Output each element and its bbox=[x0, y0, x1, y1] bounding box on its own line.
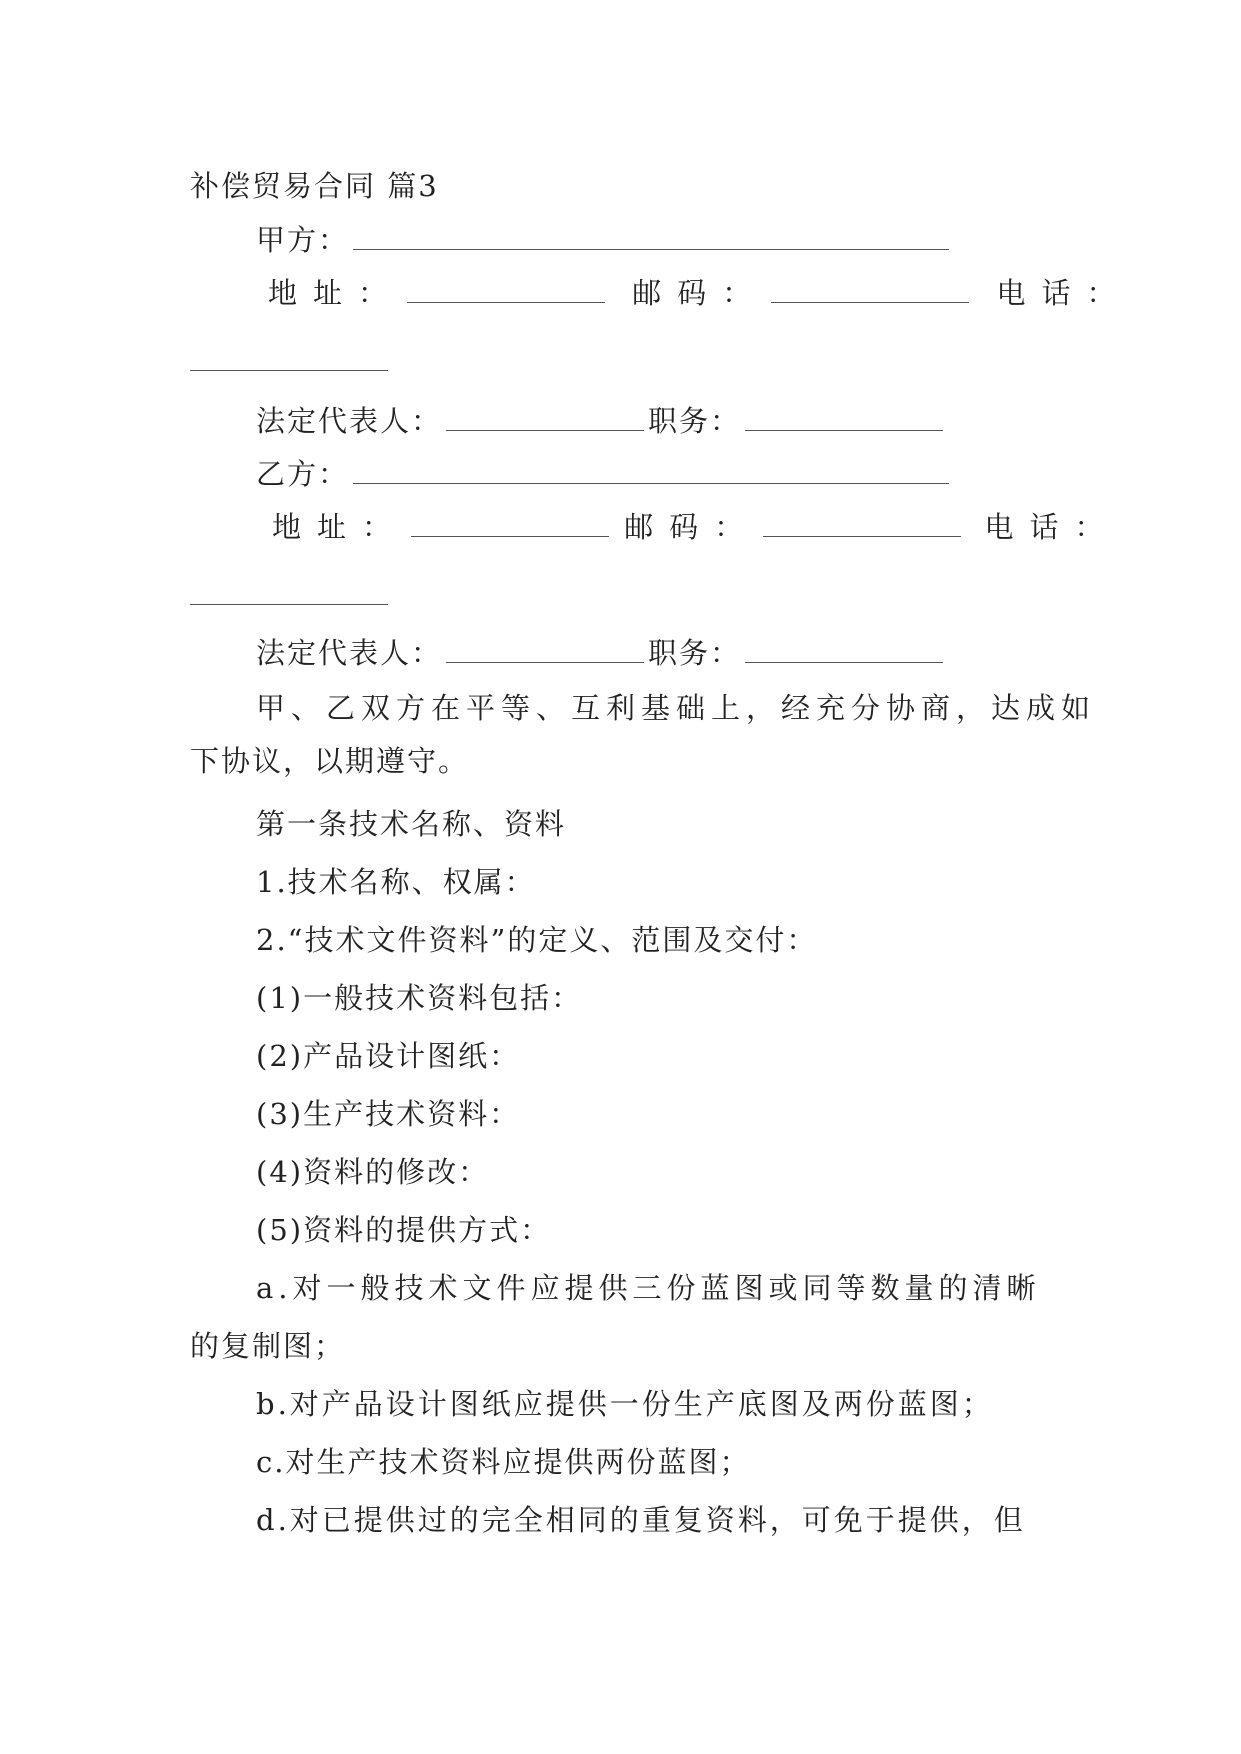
party-b-contact-line bbox=[272, 509, 1119, 545]
article1-sub-3: (3)生产技术资料： bbox=[256, 1097, 521, 1131]
party-b-position-label: 职务： bbox=[648, 636, 742, 670]
party-a-position-field[interactable] bbox=[745, 427, 943, 431]
party-b-line bbox=[256, 456, 953, 492]
article1-c: c.对生产技术资料应提供两份蓝图； bbox=[256, 1445, 751, 1479]
party-a-contact-line bbox=[268, 275, 1131, 311]
party-b-phone-field[interactable] bbox=[190, 604, 388, 605]
article1-sub-5: (5)资料的提供方式： bbox=[256, 1213, 552, 1247]
party-a-name-field[interactable] bbox=[353, 246, 949, 250]
article1-item-2: 2.“技术文件资料”的定义、范围及交付： bbox=[256, 923, 818, 957]
party-b-position-field[interactable] bbox=[745, 659, 943, 663]
party-a-rep-field[interactable] bbox=[446, 427, 644, 431]
party-a-line bbox=[256, 222, 953, 258]
party-a-phone-label: 电话： bbox=[996, 276, 1132, 310]
party-a-rep-label: 法定代表人： bbox=[256, 404, 443, 438]
party-b-phone-label: 电话： bbox=[984, 510, 1120, 544]
article1-sub-4: (4)资料的修改： bbox=[256, 1155, 490, 1189]
party-b-rep-label: 法定代表人： bbox=[256, 636, 443, 670]
article1-item-1: 1.技术名称、权属： bbox=[256, 865, 536, 899]
party-a-postcode-label: 邮码： bbox=[632, 276, 768, 310]
party-b-address-field[interactable] bbox=[411, 533, 609, 537]
intro-line-2: 下协议，以期遵守。 bbox=[190, 744, 470, 778]
article1-heading: 第一条技术名称、资料 bbox=[256, 807, 567, 841]
party-b-label: 乙方： bbox=[256, 457, 350, 491]
article1-a-line-1: a.对一般技术文件应提供三份蓝图或同等数量的清晰 bbox=[256, 1271, 1041, 1305]
party-b-rep-field[interactable] bbox=[446, 659, 644, 663]
party-a-address-field[interactable] bbox=[407, 299, 605, 303]
article1-a-line-2: 的复制图； bbox=[190, 1329, 346, 1363]
party-b-name-field[interactable] bbox=[353, 480, 949, 484]
article1-d: d.对已提供过的完全相同的重复资料，可免于提供，但 bbox=[256, 1503, 1026, 1537]
party-a-label: 甲方： bbox=[256, 223, 350, 257]
party-b-rep-line bbox=[256, 635, 947, 671]
article1-b: b.对产品设计图纸应提供一份生产底图及两份蓝图； bbox=[256, 1387, 994, 1421]
party-a-phone-field[interactable] bbox=[190, 370, 388, 371]
party-b-address-label: 地址： bbox=[272, 510, 408, 544]
document-title: 补偿贸易合同 篇3 bbox=[190, 169, 439, 203]
party-a-address-label: 地址： bbox=[268, 276, 404, 310]
party-a-postcode-field[interactable] bbox=[771, 299, 969, 303]
intro-line-1: 甲、乙双方在平等、互利基础上，经充分协商，达成如 bbox=[256, 691, 1097, 725]
party-b-postcode-label: 邮码： bbox=[624, 510, 760, 544]
article1-sub-1: (1)一般技术资料包括： bbox=[256, 981, 583, 1015]
party-a-position-label: 职务： bbox=[648, 404, 742, 438]
party-b-postcode-field[interactable] bbox=[763, 533, 961, 537]
party-a-rep-line bbox=[256, 403, 947, 439]
article1-sub-2: (2)产品设计图纸： bbox=[256, 1039, 521, 1073]
